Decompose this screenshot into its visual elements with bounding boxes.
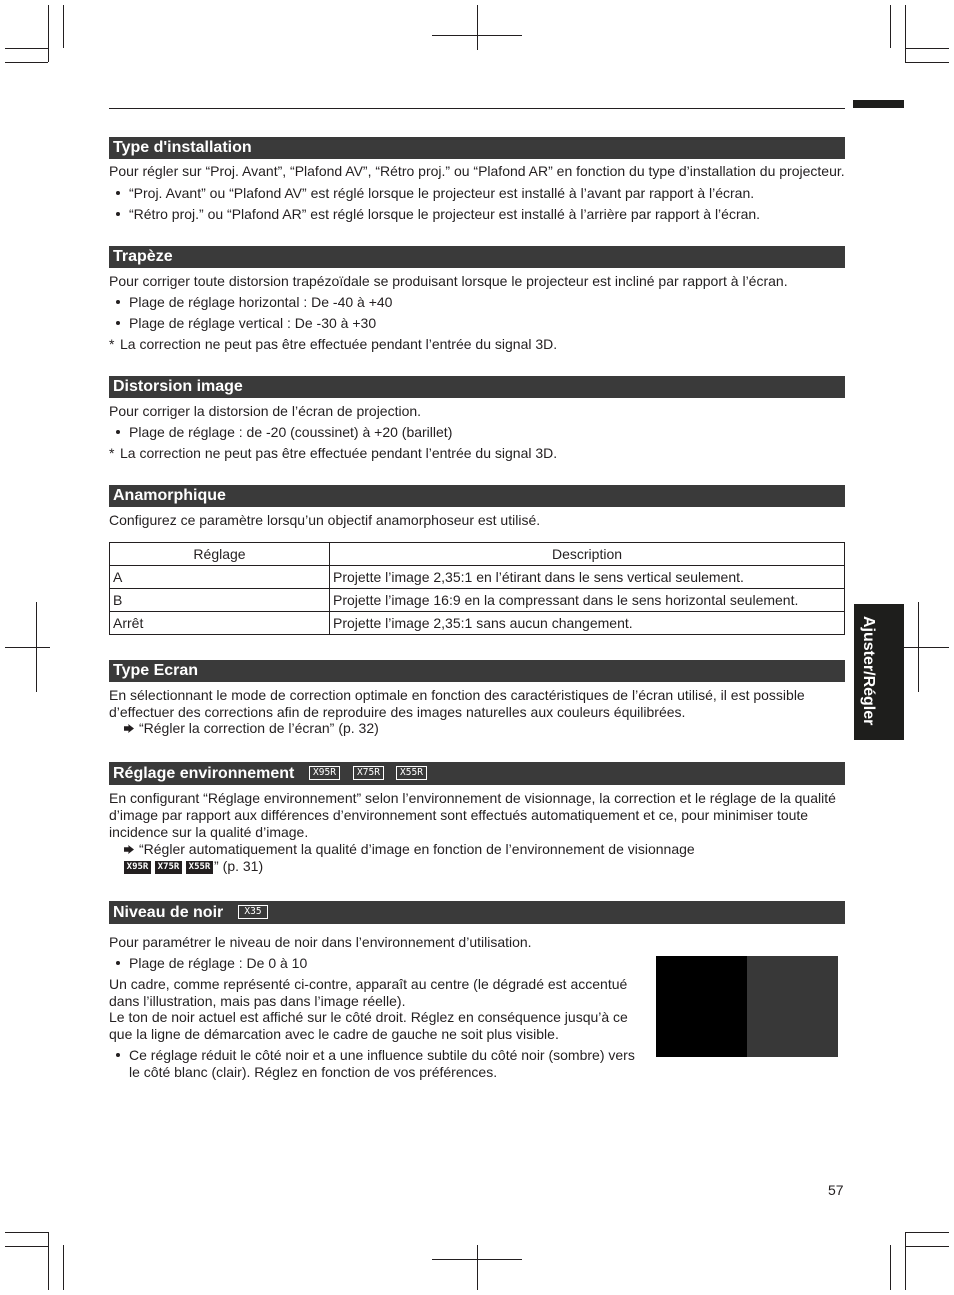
- type-ecran-intro: En sélectionnant le mode de correction optimale en fonction des caractéristiques de l’écran utilisé, il est possible d’effectuer des corrections afin de reproduire des images naturelles aux couleurs équilibrées.: [109, 687, 805, 720]
- table-cell-description: Projette l’image 2,35:1 sans aucun changement.: [330, 612, 845, 635]
- section-header-type-ecran: [109, 660, 845, 682]
- page-number: 57: [828, 1182, 844, 1198]
- paragraph: Un cadre, comme représenté ci-contre, apparaît au centre (le dégradé est accentué dans l’illustration, mais pas dans l’image réelle).: [109, 976, 628, 1009]
- black-level-frame-right: [747, 956, 838, 1057]
- installation-intro: Pour régler sur “Proj. Avant”, “Plafond AV”, “Rétro proj.” ou “Plafond AR” en fonction du type d’installation du projecteur.: [109, 163, 845, 179]
- reference-page: (p. 32): [338, 720, 379, 736]
- footnote: [109, 445, 557, 462]
- table-cell-description: Projette l’image 2,35:1 en l’étirant dans le sens vertical seulement.: [330, 566, 845, 589]
- bullet-marker: [113, 294, 129, 311]
- reference-link[interactable]: [139, 720, 379, 737]
- section-title: Niveau de noir: [113, 904, 224, 921]
- model-badge: X55R: [396, 766, 427, 780]
- list-item-text: “Rétro proj.” ou “Plafond AR” est réglé lorsque le projecteur est installé à l’arrière par rapport à l’écran.: [129, 206, 761, 222]
- list-item: [113, 1047, 645, 1080]
- table-header-cell: Réglage: [110, 543, 330, 566]
- niveau-noir-description: [109, 976, 645, 1042]
- trapeze-intro: Pour corriger toute distorsion trapézoïdale se produisant lorsque le projecteur est incliné par rapport à l’écran.: [109, 273, 788, 289]
- section-header-anamorphique: [109, 485, 845, 507]
- model-badge: X35: [238, 905, 268, 919]
- table-cell-setting: B: [110, 589, 330, 612]
- section-title: Réglage environnement: [113, 765, 295, 782]
- reference-page: (p. 31): [222, 858, 264, 874]
- model-badge: X95R: [124, 861, 151, 874]
- reference-title[interactable]: “Régler automatiquement la qualité d’image en fonction de l’environnement de visionnage: [139, 841, 695, 857]
- distorsion-intro: Pour corriger la distorsion de l’écran de projection.: [109, 403, 422, 419]
- side-tab: [854, 604, 904, 740]
- section-title: Trapèze: [113, 248, 173, 265]
- bullet-marker: [113, 206, 129, 223]
- footnote-text: La correction ne peut pas être effectuée pendant l’entrée du signal 3D.: [120, 445, 558, 461]
- list-item-text: Plage de réglage horizontal : De -40 à +40: [129, 294, 393, 310]
- reference-title: “Régler la correction de l’écran”: [139, 720, 335, 736]
- reference-tail[interactable]: [214, 858, 263, 875]
- list-item: [113, 315, 376, 332]
- closing-quote: ”: [214, 858, 219, 874]
- footnote: [109, 336, 557, 353]
- model-badge: X55R: [186, 861, 213, 874]
- page-tab-marker: [853, 100, 904, 108]
- bullet-marker: [113, 315, 129, 332]
- list-item-text: Plage de réglage vertical : De -30 à +30: [129, 315, 377, 331]
- list-item: [113, 206, 760, 223]
- model-badge: X75R: [155, 861, 182, 874]
- model-badge: X95R: [309, 766, 340, 780]
- top-rule: [109, 108, 845, 109]
- list-item: [113, 294, 392, 311]
- side-tab-label: Ajuster/Régler: [860, 616, 877, 726]
- table-cell-setting: Arrêt: [110, 612, 330, 635]
- table-cell-setting: A: [110, 566, 330, 589]
- environnement-intro: En configurant “Réglage environnement” selon l’environnement de visionnage, la correction et le réglage de la qualité d’image par rapport aux différences d’environnement sont effectués automatiquement et ce, pour minimiser toute incidence sur la qualité d’image.: [109, 790, 836, 840]
- list-item: [113, 185, 754, 202]
- list-item-text: Plage de réglage : De 0 à 10: [129, 955, 308, 971]
- model-badge: X75R: [353, 766, 384, 780]
- section-header-environnement: [109, 762, 845, 785]
- bullet-marker: [113, 1047, 129, 1080]
- section-title: Distorsion image: [113, 378, 243, 395]
- table-row: [110, 589, 845, 612]
- list-item: [113, 955, 307, 972]
- arrow-right-icon: [124, 845, 134, 854]
- list-item-text: Ce réglage réduit le côté noir et a une influence subtile du côté noir (sombre) vers le côté blanc (clair). Réglez en fonction de vos préférences.: [129, 1047, 635, 1080]
- section-header-trapeze: [109, 246, 845, 268]
- bullet-marker: [113, 424, 129, 441]
- section-title: Anamorphique: [113, 487, 226, 504]
- section-title: Type Ecran: [113, 662, 199, 679]
- arrow-right-icon: [124, 724, 134, 733]
- section-title: Type d'installation: [113, 139, 252, 156]
- list-item: [113, 424, 452, 441]
- table-row: [110, 566, 845, 589]
- section-header-distorsion: [109, 376, 845, 398]
- paragraph: Le ton de noir actuel est affiché sur le côté droit. Réglez en conséquence jusqu’à ce que la ligne de démarcation avec le cadre de gauche ne soit plus visible.: [109, 1009, 628, 1042]
- table-header-row: [110, 543, 845, 566]
- list-item-text: “Proj. Avant” ou “Plafond AV” est réglé lorsque le projecteur est installé à l’avant par rapport à l’écran.: [129, 185, 755, 201]
- table-cell-description: Projette l’image 16:9 en la compressant dans le sens horizontal seulement.: [330, 589, 845, 612]
- black-level-frame-left: [656, 956, 747, 1057]
- bullet-marker: [113, 955, 129, 972]
- anamorphique-intro: Configurez ce paramètre lorsqu’un objectif anamorphoseur est utilisé.: [109, 512, 541, 528]
- niveau-noir-intro: Pour paramétrer le niveau de noir dans l’environnement d’utilisation.: [109, 934, 532, 950]
- table-header-cell: Description: [330, 543, 845, 566]
- section-header-niveau-noir: [109, 901, 845, 924]
- anamorphique-table: [109, 542, 845, 635]
- section-header-installation: [109, 137, 845, 159]
- table-row: [110, 612, 845, 635]
- list-item-text: Plage de réglage : de -20 (coussinet) à +20 (barillet): [129, 424, 453, 440]
- footnote-text: La correction ne peut pas être effectuée pendant l’entrée du signal 3D.: [120, 336, 558, 352]
- bullet-marker: [113, 185, 129, 202]
- footnote-marker: *: [109, 336, 115, 352]
- footnote-marker: *: [109, 445, 115, 461]
